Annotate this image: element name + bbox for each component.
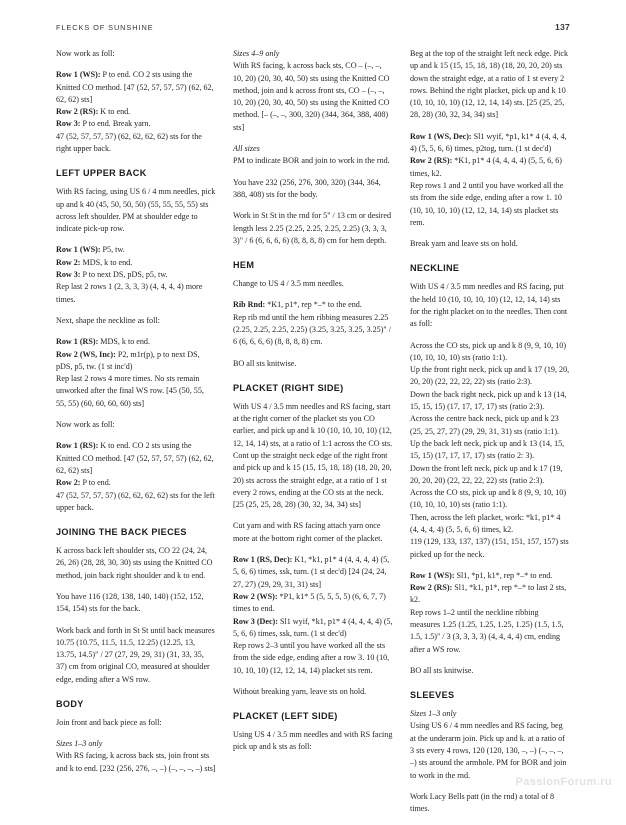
- neckline-bind-off: BO all sts knitwise.: [410, 665, 474, 675]
- body-work-in-rnd: Work in St St in the rnd for 5" / 13 cm or desired length less 2.25 (2.25, 2.25, 2.25, 2.25) (3, 3, 3, 3)" / 6 (6, 6, 6, 6) (8, 8, 8, 8) cm for hem depth.: [233, 211, 391, 245]
- heading-placket-right-side: PLACKET (RIGHT SIDE): [233, 382, 344, 393]
- placket-right-hold: Without breaking yarn, leave sts on hold.: [233, 686, 367, 696]
- pattern-row-text: P to next DS, pDS, p5, tw.: [80, 270, 168, 280]
- pattern-row-label: Row 3:: [56, 119, 81, 129]
- pattern-row: [233, 312, 393, 349]
- heading-body: BODY: [56, 698, 84, 709]
- pattern-row-text: P to end. Break yarn.: [80, 119, 151, 129]
- pattern-row: [233, 591, 393, 616]
- pattern-row-label: Row 1 (WS):: [56, 245, 101, 255]
- pattern-row: [410, 155, 570, 180]
- pattern-row: [56, 477, 216, 489]
- pattern-row: [56, 69, 216, 106]
- pattern-row-label: Row 2 (RS):: [56, 107, 99, 117]
- pattern-row-label: Row 3 (Dec):: [233, 616, 278, 626]
- heading-hem: HEM: [233, 260, 255, 271]
- all-sizes-bor: PM to indicate BOR and join to work in the rnd.: [233, 156, 390, 166]
- neckline-rib-rows: [410, 570, 570, 656]
- shape-neckline-intro: Next, shape the neckline as foll:: [56, 315, 160, 325]
- pattern-row-text: K to end.: [98, 107, 131, 117]
- pattern-row-text: 47 (52, 57, 57, 57) (62, 62, 62, 62) sts for the left upper back.: [56, 490, 215, 512]
- pattern-row-label: Row 1 (RS):: [56, 441, 99, 451]
- pattern-row: [410, 180, 570, 229]
- pattern-row-text: Rep rows 2–3 until you have worked all the sts from the side edge, ending after a row 3. 10 (10, 10, 10, 10) (12, 12, 14, 14) placket sts rem.: [233, 641, 390, 675]
- hem-bind-off: BO all sts knitwise.: [233, 358, 297, 368]
- placket-left-rows: [410, 131, 570, 229]
- joining-back-instructions: K across back left shoulder sts, CO 22 (24, 24, 26, 26) (28, 28, 30, 30) sts using the Knitted CO method, join back right shoulder and k to end.: [56, 546, 213, 580]
- left-upper-back-rows: [56, 244, 216, 305]
- pattern-row: [410, 582, 570, 607]
- pattern-row-text: Sl1 wyif, *p1, k1* 4 (4, 4, 4, 4) (5, 5, 6, 6) times, p2tog, turn. (1 st dec'd): [410, 131, 567, 154]
- pattern-row-text: *K1, p1*, rep *–* to the end.: [265, 300, 362, 310]
- pattern-row: [56, 257, 216, 269]
- pattern-row-text: P5, tw.: [100, 245, 125, 255]
- pattern-row: [410, 131, 570, 156]
- now-work-as-foll-second: Now work as foll:: [56, 420, 115, 430]
- pattern-row-text: Rep last 2 rows 1 (2, 3, 3, 3) (4, 4, 4, 4) more times.: [56, 282, 203, 304]
- neckline-intro: With US 4 / 3.5 mm needles and RS facing, put the held 10 (10, 10, 10, 10) (12, 12, 14, 14) sts for the right placket on to the needles. Then cont as foll:: [410, 282, 568, 329]
- heading-placket-left-side: PLACKET (LEFT SIDE): [233, 711, 338, 722]
- heading-joining-the-back-pieces: JOINING THE BACK PIECES: [56, 527, 187, 538]
- sleeves-lacy-bells: Work Lacy Bells patt (in the rnd) a total of 8 times.: [410, 791, 555, 814]
- pattern-row-label: Row 1 (WS, Dec):: [410, 131, 472, 141]
- pattern-row: [233, 616, 393, 641]
- pattern-row: [56, 269, 216, 281]
- page-number: 137: [555, 22, 570, 32]
- body-join-intro: Join front and back piece as foll:: [56, 717, 162, 727]
- pattern-row-label: Row 1 (RS, Dec):: [233, 555, 293, 565]
- pattern-row: [56, 349, 216, 374]
- heading-left-upper-back: LEFT UPPER BACK: [56, 168, 147, 179]
- hem-rib-rows: [233, 299, 393, 348]
- hem-change-needles: Change to US 4 / 3.5 mm needles.: [233, 279, 344, 289]
- left-upper-back-pickup: With RS facing, using US 6 / 4 mm needles, pick up and k 40 (45, 50, 50, 50) (55, 55, 55, 55) sts across left shoulder. PM at shoulder edge to indicate pick-up row.: [56, 187, 216, 234]
- pattern-row: [233, 299, 393, 311]
- body-sizes-1-3-instructions: With RS facing, k across back sts, join front sts and k to end. [232 (256, 276, –, –) (–, –, –, –) sts]: [56, 751, 216, 773]
- pattern-row: [56, 106, 216, 118]
- pattern-row: [233, 554, 393, 591]
- pattern-row: [410, 570, 570, 582]
- pattern-row: [56, 118, 216, 130]
- pattern-row: [410, 607, 570, 656]
- heading-sleeves: SLEEVES: [410, 690, 455, 701]
- pattern-row-text: Rep rows 1 and 2 until you have worked all the sts from the side edge, ending after a row 1. 10 (10, 10, 10, 10) (12, 12, 14, 14) sts placket sts rem.: [410, 180, 564, 227]
- heading-neckline: NECKLINE: [410, 263, 460, 274]
- back-work-measurement: Work back and forth in St St until back measures 10.75 (10.75, 11.5, 11.5, 12.25) (12.25, 13, 13.75, 14.5)" / 27 (27, 29, 29, 31) (31, 33, 35, 37) cm from original CO, measured at shoulder edge, ending after a WS row.: [56, 625, 215, 684]
- placket-left-break-yarn: Break yarn and leave sts on hold.: [410, 239, 518, 249]
- pattern-row-label: Row 2:: [56, 478, 81, 488]
- sizes-1-3-only-sleeves: Sizes 1–3 only: [410, 709, 457, 719]
- running-head-title: FLECKS OF SUNSHINE: [56, 23, 154, 32]
- pattern-row-text: K to end. CO 2 sts using the Knitted CO method. [47 (52, 57, 57, 57) (62, 62, 62, 62) sts]: [56, 441, 214, 475]
- placket-right-cut-yarn: Cut yarn and with RS facing attach yarn once more at the bottom right corner of the placket.: [233, 521, 383, 543]
- sizes-4-9-only: Sizes 4–9 only: [233, 49, 280, 58]
- pattern-row-label: Row 2 (RS):: [410, 156, 453, 166]
- body-sizes-4-9-instructions: With RS facing, k across back sts, CO – (–, –, 10, 20) (20, 30, 40, 50) sts using the Knitted CO method, join and k across front sts, CO – (–, –, 10, 20) (20, 30, 40, 50) sts using the Knitted CO method. [– (–, –, 300, 320) (344, 364, 388, 408) sts]: [233, 61, 390, 132]
- pattern-row-label: Row 2 (RS):: [410, 583, 453, 593]
- pattern-row-label: Row 1 (WS):: [410, 570, 455, 580]
- now-work-as-foll-intro: Now work as foll:: [56, 49, 115, 58]
- pattern-row-text: MDS, k to end.: [80, 257, 133, 267]
- placket-right-rows: [233, 554, 393, 677]
- pattern-row-text: *P1, k1* 5 (5, 5, 5, 5) (6, 6, 7, 7) times to end.: [233, 591, 386, 614]
- watermark: PassionForum.ru: [515, 776, 612, 788]
- pattern-row-text: Rep rows 1–2 until the neckline ribbing measures 1.25 (1.25, 1.25, 1.25, 1.25) (1.5, 1.5, 1.5, 1.5)" / 3 (3, 3, 3, 3) (4, 4, 4, 4) cm, ending after a WS row.: [410, 607, 564, 654]
- pattern-row-label: Row 2 (WS):: [233, 591, 278, 601]
- pattern-row-text: P to end.: [80, 478, 111, 488]
- pattern-row-text: Rep last 2 rows 4 more times. No sts remain unworked after the final WS row. [45 (50, 55, 55, 55) (60, 60, 60, 60) sts]: [56, 374, 204, 408]
- pattern-row: [56, 373, 216, 410]
- pattern-row: [56, 244, 216, 256]
- pattern-row-label: Row 3:: [56, 270, 81, 280]
- pattern-row-label: Row 1 (WS):: [56, 70, 101, 80]
- neckline-shaping-rows: [56, 336, 216, 410]
- pattern-row-label: Rib Rnd:: [233, 300, 266, 310]
- pattern-row-label: Row 2 (WS, Inc):: [56, 349, 116, 359]
- pattern-row-text: Sl1 wyif, *k1, p1* 4 (4, 4, 4, 4) (5, 5, 6, 6) times, ssk, turn. (1 st dec'd): [233, 616, 393, 638]
- pattern-row-text: P2, m1r(p), p to next DS, pDS, p5, tw. (1 st inc'd): [56, 349, 200, 371]
- pattern-row: [56, 281, 216, 306]
- placket-left-intro: Using US 4 / 3.5 mm needles and with RS facing pick up and k sts as foll:: [233, 730, 393, 752]
- pattern-row-text: Rep rib rnd until the hem ribbing measures 2.25 (2.25, 2.25, 2.25, 2.25) (3.25, 3.25, 3.25, 3.25)" / 6 (6, 6, 6, 6) (8, 8, 8, 8) cm.: [233, 312, 391, 347]
- all-sizes: All sizes: [233, 144, 260, 154]
- pattern-row-text: *K1, p1* 4 (4, 4, 4, 4) (5, 5, 6, 6) times, k2.: [410, 156, 562, 178]
- left-upper-back-final-rows: [56, 440, 216, 514]
- pattern-row: [56, 440, 216, 477]
- pattern-row-text: P to end. CO 2 sts using the Knitted CO method. [47 (52, 57, 57, 57) (62, 62, 62, 62) sts]: [56, 70, 214, 104]
- pattern-row: [56, 131, 216, 156]
- sizes-1-3-only-body: Sizes 1–3 only: [56, 739, 103, 749]
- pattern-row: [56, 336, 216, 348]
- pattern-row-label: Row 2:: [56, 257, 81, 267]
- pattern-row-text: Sl1, *p1, k1*, rep *–* to end.: [454, 570, 553, 580]
- pattern-row-label: Row 1 (RS):: [56, 337, 99, 347]
- running-head: [56, 22, 570, 36]
- pattern-row-text: Sl1, *k1, p1*, rep *–* to last 2 sts, k2.: [410, 583, 567, 605]
- back-stitch-count: You have 116 (128, 138, 140, 140) (152, 152, 154, 154) sts for the back.: [56, 591, 204, 614]
- pattern-row-text: 47 (52, 57, 57, 57) (62, 62, 62, 62) sts for the right upper back.: [56, 131, 202, 154]
- right-upper-back-rows: [56, 69, 216, 155]
- column-3: [410, 48, 570, 825]
- column-1: [56, 48, 216, 784]
- placket-right-pickup: With US 4 / 3.5 mm needles and RS facing, start at the right corner of the placket sts you CO earlier, and pick up and k 10 (10, 10, 10, 10) (12, 12, 14, 14) sts, at a ratio of 1:1 across the CO sts. Cont up the straight neck edge of the right front and pick up and k 15 (15, 15, 18, 18) (18, 20, 20, 20) sts across the straight edge, at a ratio of 1 st every 2 rows, ending at the CO sts at the neck. [25 (25, 25, 28, 28) (30, 32, 34, 34) sts]: [233, 401, 393, 510]
- body-stitch-count: You have 232 (256, 276, 300, 320) (344, 364, 388, 408) sts for the body.: [233, 177, 381, 199]
- column-2: [233, 48, 393, 763]
- pattern-row: [56, 490, 216, 515]
- pattern-row-text: MDS, k to end.: [98, 337, 150, 347]
- placket-left-pickup: Beg at the top of the straight left neck edge. Pick up and k 15 (15, 15, 18, 18) (18, 20, 20, 20) sts down the straight edge, at a ratio of 1 st every 2 rows. Behind the right placket, pick up and k 10 (10, 10, 10, 10) (12, 12, 14, 14) sts. [25 (25, 25, 28, 28) (30, 32, 34, 34) sts]: [410, 49, 569, 120]
- neckline-pickup-list: Across the CO sts, pick up and k 8 (9, 9, 10, 10) (10, 10, 10, 10) sts (ratio 1:1). Up the front right neck, pick up and k 17 (19, 20, 20, 20) (22, 22, 22, 22) sts (ratio 2:3). Down the back right neck, pick up and k 13 (14, 15, 15, 15) (17, 17, 17, 17) sts (ratio 2:3). Across the centre back neck, pick up and k 23 (25, 25, 27, 27) (29, 29, 31, 31) sts (ratio 1:1). Up the back left neck, pick up and k 13 (14, 15, 15, 15) (17, 17, 17, 17) sts (ratio 2: 3). Down the front left neck, pick up and k 17 (19, 20, 20, 20) (22, 22, 22, 22) sts (ratio 2:3). Across the CO sts, pick up and k 8 (9, 9, 10, 10) (10, 10, 10, 10) sts (ratio 1:1). Then, across the left placket, work: *k1, p1* 4 (4, 4, 4, 4) (5, 5, 6, 6) times, k2. 119 (129, 133, 137, 137) (151, 151, 157, 157) sts picked up for the neck.: [410, 340, 570, 559]
- pattern-row-text: K1, *k1, p1* 4 (4, 4, 4, 4) (5, 5, 6, 6) times, ssk, turn. (1 st dec'd) [24 (24, 24, 27, 27) (29, 29, 31, 31) sts]: [233, 555, 390, 589]
- sleeves-sizes-1-3-pickup: Using US 6 / 4 mm needles and RS facing, beg at the underarm join. Pick up and k. at a ratio of 3 sts every 4 rows, 120 (120, 130, –, –) (–, –, –, –) sts around the armhole. PM for BOR and join to work in the rnd.: [410, 721, 567, 780]
- pattern-row: [233, 640, 393, 677]
